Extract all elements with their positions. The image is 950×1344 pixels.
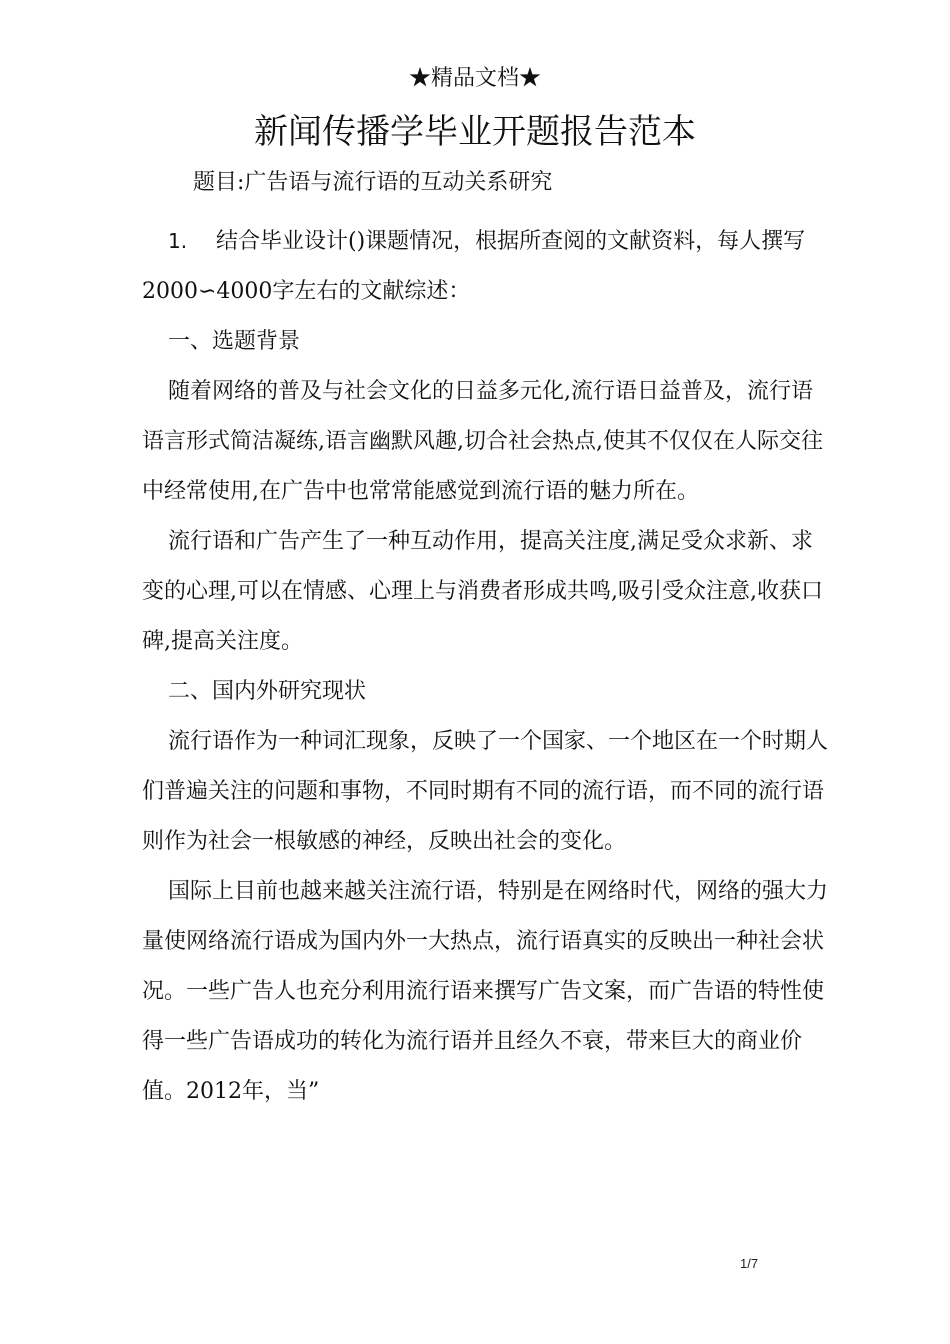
list-item-text: 结合毕业设计()课题情况，根据所查阅的文献资料，每人撰写2000∽4000字左右的文献综述： xyxy=(142,229,806,304)
document-title: 新闻传播学毕业开题报告范本 xyxy=(254,112,696,152)
document-body xyxy=(142,216,832,1117)
list-item-number: 1. xyxy=(168,229,188,253)
list-item-1 xyxy=(142,216,832,317)
section-heading-background: 一、选题背景 xyxy=(168,329,301,354)
page-number: 1/7 xyxy=(740,1256,759,1271)
paragraph: 流行语作为一种词汇现象，反映了一个国家、一个地区在一个时期人们普遍关注的问题和事物，不同时期有不同的流行语，而不同的流行语则作为社会一根敏感的神经，反映出社会的变化。 xyxy=(142,729,829,854)
paragraph: 随着网络的普及与社会文化的日益多元化,流行语日益普及，流行语语言形式简洁凝练,语言幽默风趣,切合社会热点,使其不仅仅在人际交往中经常使用,在广告中也常常能感觉到流行语的魅力所在。 xyxy=(142,379,823,504)
section-heading-research-status: 二、国内外研究现状 xyxy=(168,679,367,704)
paragraph: 流行语和广告产生了一种互动作用，提高关注度,满足受众求新、求变的心理,可以在情感、心理上与消费者形成共鸣,吸引受众注意,收获口碑,提高关注度。 xyxy=(142,529,823,654)
document-subtitle: 题目:广告语与流行语的互动关系研究 xyxy=(193,170,553,195)
paragraph: 国际上目前也越来越关注流行语，特别是在网络时代，网络的强大力量使网络流行语成为国内外一大热点，流行语真实的反映出一种社会状况。一些广告人也充分利用流行语来撰写广告文案，而广告语的特性使得一些广告语成功的转化为流行语并且经久不衰，带来巨大的商业价值。2012年，当” xyxy=(142,879,829,1104)
header-label: ★精品文档★ xyxy=(408,66,541,91)
